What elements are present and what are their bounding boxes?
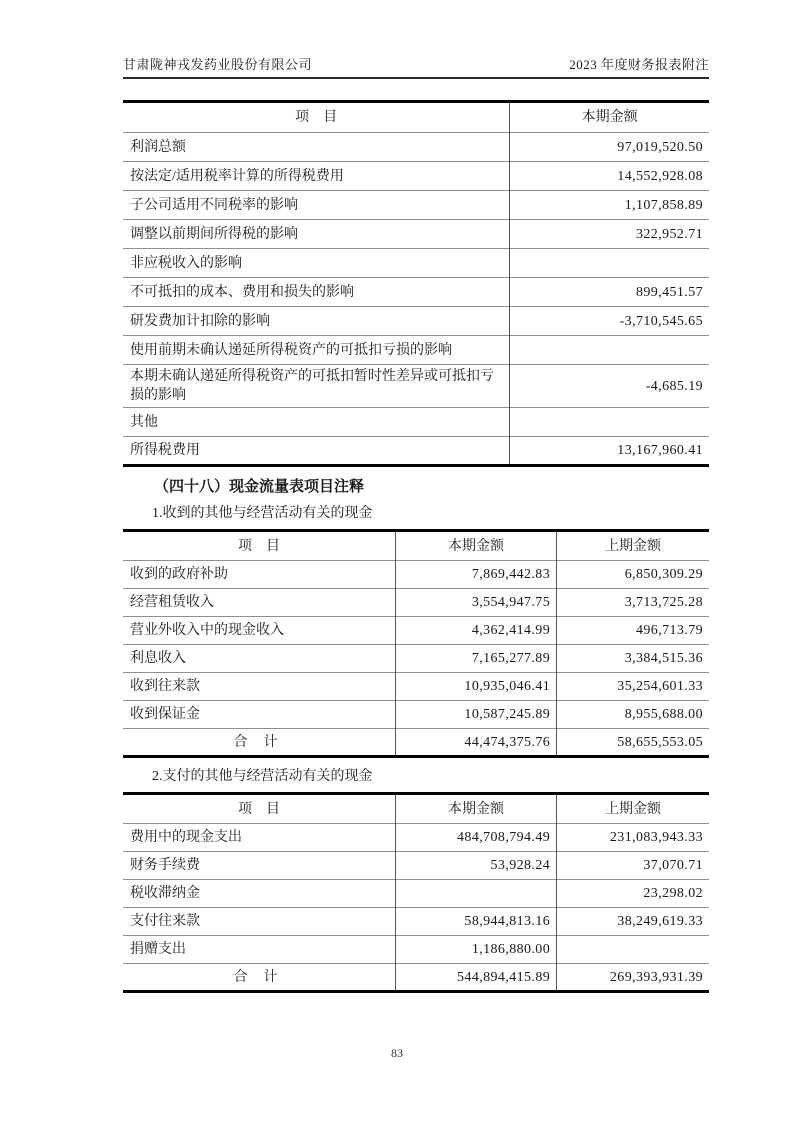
row-item: 子公司适用不同税率的影响 [123, 191, 510, 220]
table-row [123, 880, 709, 908]
row-amount-current: 13,167,960.41 [510, 437, 709, 466]
row-amount-current: 1,186,880.00 [395, 936, 556, 964]
report-title: 2023 年度财务报表附注 [569, 57, 709, 72]
row-item: 调整以前期间所得税的影响 [123, 220, 510, 249]
table-row [123, 220, 709, 249]
row-amount-current: 10,587,245.89 [395, 701, 556, 729]
row-amount-prior: 23,298.02 [557, 880, 709, 908]
table-row [123, 437, 709, 466]
row-item: 收到的政府补助 [123, 561, 395, 589]
table-header-row [123, 794, 709, 824]
col-header-current: 本期金额 [395, 531, 556, 561]
row-amount-current: 58,944,813.16 [395, 908, 556, 936]
company-name: 甘肃陇神戎发药业股份有限公司 [123, 57, 313, 72]
row-amount-prior: 38,249,619.33 [557, 908, 709, 936]
row-amount-current: 7,165,277.89 [395, 645, 556, 673]
row-amount-current: 97,019,520.50 [510, 133, 709, 162]
row-amount-current [510, 336, 709, 365]
income-tax-reconciliation-table [123, 100, 709, 467]
col-header-prior: 上期金额 [557, 531, 709, 561]
col-header-item: 项 目 [295, 110, 338, 125]
row-item: 收到保证金 [123, 701, 395, 729]
row-item: 收到往来款 [123, 673, 395, 701]
table-row [123, 701, 709, 729]
row-amount-prior: 8,955,688.00 [557, 701, 709, 729]
row-amount-prior: 269,393,931.39 [557, 964, 709, 992]
subsection-paid-cash: 2.支付的其他与经营活动有关的现金 [152, 769, 373, 784]
table-row [123, 278, 709, 307]
row-item: 税收滞纳金 [123, 880, 395, 908]
row-item: 本期未确认递延所得税资产的可抵扣暂时性差异或可抵扣亏损的影响 [123, 365, 510, 408]
table-row [123, 673, 709, 701]
row-item: 研发费加计扣除的影响 [123, 307, 510, 336]
row-item: 按法定/适用税率计算的所得税费用 [123, 162, 510, 191]
row-amount-prior: 231,083,943.33 [557, 824, 709, 852]
table-row [123, 908, 709, 936]
table-total-row [123, 729, 709, 757]
row-item: 利润总额 [123, 133, 510, 162]
table-total-row [123, 964, 709, 992]
row-item: 支付往来款 [123, 908, 395, 936]
row-amount-current: 7,869,442.83 [395, 561, 556, 589]
row-amount-current: 484,708,794.49 [395, 824, 556, 852]
table-header-row [123, 102, 709, 133]
row-amount-prior: 496,713.79 [557, 617, 709, 645]
row-amount-current: 544,894,415.89 [395, 964, 556, 992]
row-amount-prior: 3,713,725.28 [557, 589, 709, 617]
row-amount-current: 44,474,375.76 [395, 729, 556, 757]
table-header-row [123, 531, 709, 561]
row-amount-prior: 35,254,601.33 [557, 673, 709, 701]
row-item: 利息收入 [123, 645, 395, 673]
row-amount-current: 1,107,858.89 [510, 191, 709, 220]
table-row [123, 561, 709, 589]
row-amount-prior: 37,070.71 [557, 852, 709, 880]
table-row [123, 852, 709, 880]
row-item: 其他 [123, 408, 510, 437]
row-item: 使用前期未确认递延所得税资产的可抵扣亏损的影响 [123, 336, 510, 365]
table-row [123, 617, 709, 645]
col-header-current: 本期金额 [510, 102, 709, 133]
table-row [123, 645, 709, 673]
table-row [123, 408, 709, 437]
table-row [123, 824, 709, 852]
row-amount-current: 14,552,928.08 [510, 162, 709, 191]
table-row [123, 307, 709, 336]
row-amount-current: -3,710,545.65 [510, 307, 709, 336]
section-heading: （四十八）现金流量表项目注释 [154, 479, 365, 495]
table-row [123, 249, 709, 278]
row-amount-prior: 58,655,553.05 [557, 729, 709, 757]
page-header [123, 54, 709, 79]
row-amount-current [510, 249, 709, 278]
page-content [123, 0, 709, 993]
row-amount-current: 322,952.71 [510, 220, 709, 249]
col-header-prior: 上期金额 [557, 794, 709, 824]
row-item-total: 合 计 [123, 964, 395, 992]
subsection-received-cash: 1.收到的其他与经营活动有关的现金 [152, 506, 373, 521]
row-amount-current: 10,935,046.41 [395, 673, 556, 701]
row-item: 捐赠支出 [123, 936, 395, 964]
row-item: 费用中的现金支出 [123, 824, 395, 852]
table-row [123, 336, 709, 365]
other-cash-paid-table [123, 792, 709, 993]
table-row [123, 162, 709, 191]
row-amount-current [510, 408, 709, 437]
table-row [123, 133, 709, 162]
row-amount-current: -4,685.19 [510, 365, 709, 408]
row-amount-current: 53,928.24 [395, 852, 556, 880]
row-amount-prior: 6,850,309.29 [557, 561, 709, 589]
table-row [123, 365, 709, 408]
table-row [123, 589, 709, 617]
row-amount-current: 4,362,414.99 [395, 617, 556, 645]
row-item: 营业外收入中的现金收入 [123, 617, 395, 645]
col-header-current: 本期金额 [395, 794, 556, 824]
row-item: 非应税收入的影响 [123, 249, 510, 278]
col-header-item: 项 目 [237, 801, 280, 817]
col-header-item: 项 目 [237, 538, 280, 554]
row-amount-prior [557, 936, 709, 964]
page-number: 83 [391, 1046, 403, 1060]
row-item: 财务手续费 [123, 852, 395, 880]
table-row [123, 936, 709, 964]
row-amount-prior: 3,384,515.36 [557, 645, 709, 673]
row-amount-current: 3,554,947.75 [395, 589, 556, 617]
other-cash-received-table [123, 529, 709, 758]
row-item: 经营租赁收入 [123, 589, 395, 617]
row-item: 不可抵扣的成本、费用和损失的影响 [123, 278, 510, 307]
row-item: 所得税费用 [123, 437, 510, 466]
row-amount-current [395, 880, 556, 908]
table-row [123, 191, 709, 220]
row-amount-current: 899,451.57 [510, 278, 709, 307]
row-item-total: 合 计 [123, 729, 395, 757]
